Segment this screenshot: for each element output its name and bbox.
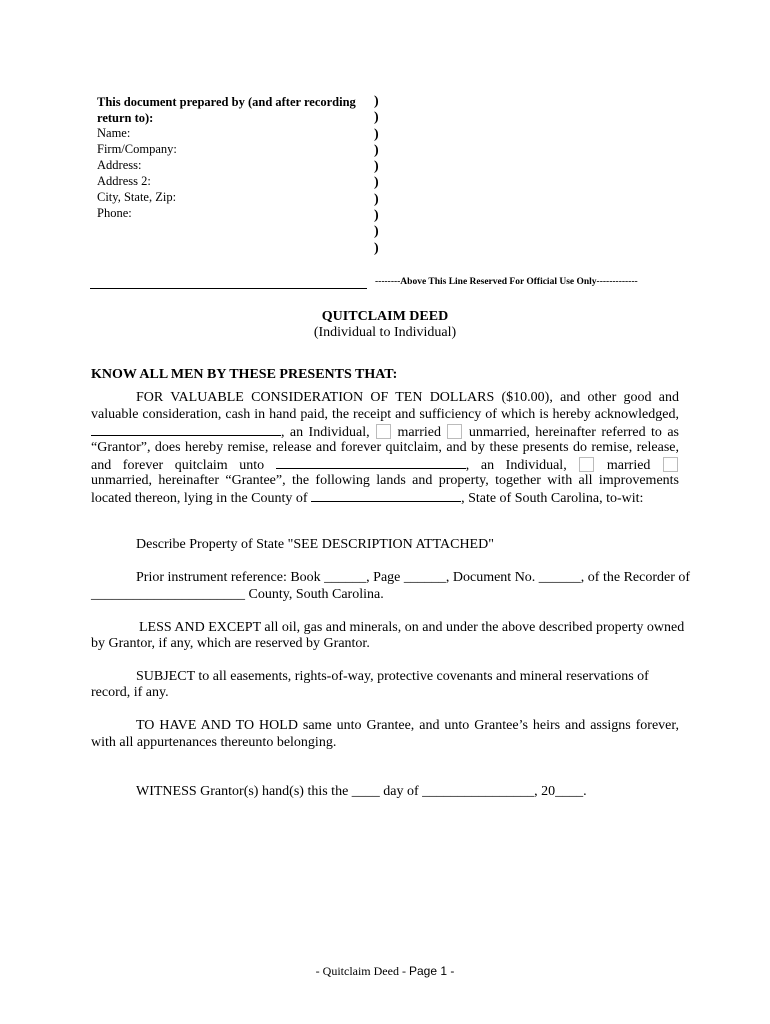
page-footer: [0, 963, 770, 979]
city-state-zip-label: City, State, Zip:: [97, 190, 177, 204]
less-except-line: by Grantor, if any, which are reserved by Grantor.: [91, 636, 370, 651]
page-title: QUITCLAIM DEED: [321, 309, 449, 324]
text: and forever quitclaim unto: [91, 458, 265, 473]
grantor-name-blank[interactable]: [91, 423, 281, 436]
describe-property: Describe Property of State "SEE DESCRIPTION ATTACHED": [136, 537, 494, 552]
para-line: [91, 423, 679, 441]
text: , State of South Carolina, to-wit:: [461, 491, 644, 506]
para-line: “Grantor”, does hereby remise, release and forever quitclaim, and by these presents do remise, release,: [91, 440, 679, 455]
text: unmarried, hereinafter referred to as: [468, 425, 680, 440]
less-except-line: LESS AND EXCEPT all oil, gas and minerals, on and under the above described property owned: [139, 620, 685, 635]
para-line: valuable consideration, cash in hand paid, the receipt and sufficiency of which is hereby acknowledged,: [91, 407, 679, 422]
grantee-unmarried-checkbox[interactable]: [663, 457, 678, 472]
grantee-name-blank[interactable]: [276, 456, 466, 469]
signature-rule: [90, 288, 367, 289]
habendum-line: TO HAVE AND TO HOLD same unto Grantee, and unto Grantee’s heirs and assigns forever,: [136, 718, 679, 733]
footer-title: - Quitclaim Deed -: [315, 964, 409, 978]
habendum-line: with all appurtenances thereunto belonging.: [91, 735, 337, 750]
page-number: Page 1 -: [408, 964, 455, 978]
grantee-married-checkbox[interactable]: [579, 457, 594, 472]
prior-reference-line: ______________________ County, South Carolina.: [91, 587, 384, 602]
return-to-label: return to):: [97, 111, 154, 125]
para-line: [91, 456, 679, 474]
address2-label: Address 2:: [97, 174, 151, 188]
grantor-unmarried-checkbox[interactable]: [447, 424, 462, 439]
text: married: [606, 458, 651, 473]
subject-line: SUBJECT to all easements, rights-of-way, protective covenants and mineral reservations of: [136, 669, 649, 684]
text: , an Individual,: [465, 458, 567, 473]
text: , an Individual,: [281, 425, 370, 440]
county-blank[interactable]: [311, 489, 461, 502]
address-label: Address:: [97, 158, 142, 172]
prior-reference-line: Prior instrument reference: Book ______, Page ______, Document No. ______, of the Recorder of: [136, 570, 691, 585]
text: located thereon, lying in the County of: [91, 491, 308, 506]
para-line: [91, 489, 679, 507]
page-subtitle: (Individual to Individual): [313, 325, 457, 340]
witness-line: WITNESS Grantor(s) hand(s) this the ____ day of ________________, 20____.: [136, 784, 587, 799]
grantor-married-checkbox[interactable]: [376, 424, 391, 439]
text: married: [397, 425, 441, 440]
official-use-line: --------Above This Line Reserved For Official Use Only-------------: [375, 277, 638, 287]
name-label: Name:: [97, 126, 131, 140]
phone-label: Phone:: [97, 206, 132, 220]
prepared-by-label: This document prepared by (and after recording: [97, 95, 356, 109]
bracket-column: ) ) ) ) ) ) ) ) ) ): [374, 94, 379, 256]
para-line: FOR VALUABLE CONSIDERATION OF TEN DOLLARS ($10.00), and other good and: [136, 390, 679, 405]
para-line: unmarried, hereinafter “Grantee”, the following lands and property, together with all improvements: [91, 473, 679, 488]
know-all-heading: KNOW ALL MEN BY THESE PRESENTS THAT:: [91, 367, 398, 382]
firm-label: Firm/Company:: [97, 142, 177, 156]
subject-line: record, if any.: [91, 685, 169, 700]
